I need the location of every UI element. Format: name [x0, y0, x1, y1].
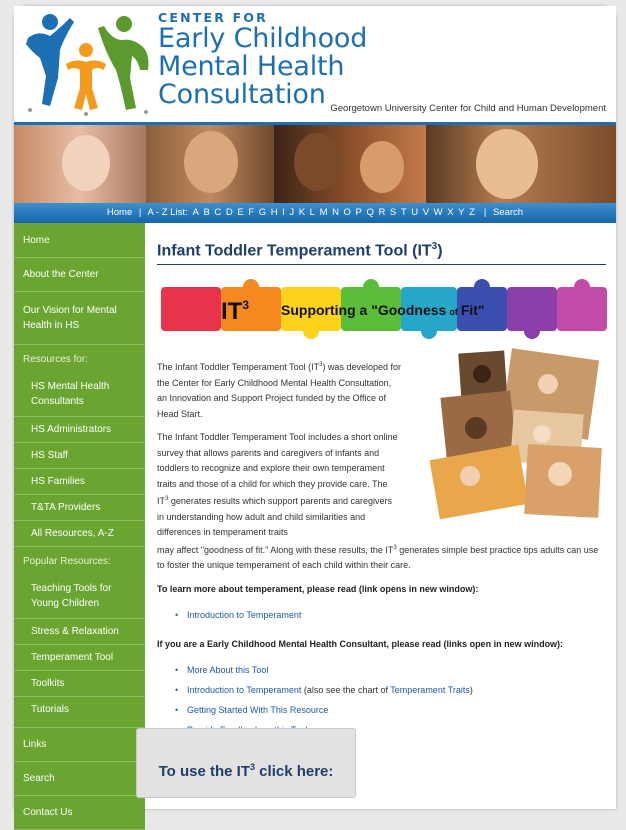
intro-paragraph-3: may affect "goodness of fit." Along with these results, the $IT^3$ generates simple best practice tips adults can use to foster the unique temperament of each child within their care.: [157, 544, 599, 571]
use-it3-button[interactable]: [136, 728, 356, 798]
sidebar-item-contact[interactable]: Contact Us: [14, 796, 145, 830]
sidebar-item-hs-families[interactable]: HS Families: [14, 469, 145, 495]
nav-letter-p[interactable]: P: [355, 207, 362, 218]
consultant-heading: If you are a Early Childhood Mental Health Consultant, please read (links open in new window):: [157, 638, 564, 649]
nav-letter-q[interactable]: Q: [366, 207, 374, 218]
header-subtitle: Georgetown University Center for Child and Human Development: [330, 103, 606, 114]
nav-letter-c[interactable]: C: [214, 207, 222, 218]
main-content: [145, 223, 616, 830]
sidebar-item-search[interactable]: Search: [14, 762, 145, 796]
list-item: [187, 660, 606, 680]
list-item: [187, 680, 606, 700]
list-item: [187, 700, 606, 720]
nav-letter-o[interactable]: O: [343, 207, 351, 218]
nav-letter-x[interactable]: X: [447, 207, 454, 218]
sidebar-item-tutorials[interactable]: Tutorials: [14, 697, 145, 728]
nav-letter-n[interactable]: N: [332, 207, 339, 218]
list-item: [187, 605, 606, 625]
use-it3-label: To use the $IT^3$ click here:: [158, 762, 334, 780]
nav-letter-s[interactable]: S: [389, 207, 397, 218]
nav-letter-l[interactable]: L: [309, 207, 315, 218]
photo-collage: [430, 350, 602, 520]
mother-child-photo: [274, 125, 426, 203]
nav-letters: [190, 207, 477, 218]
nav-letter-j[interactable]: J: [289, 207, 295, 218]
photo-banner: [14, 125, 616, 203]
more-about-tool-link[interactable]: More About this Tool: [187, 664, 269, 675]
getting-started-link[interactable]: Getting Started With This Resource: [187, 704, 329, 715]
nav-letter-g[interactable]: G: [258, 207, 267, 218]
sidebar-heading-popular: Popular Resources:: [23, 556, 111, 567]
nav-letter-v[interactable]: V: [422, 207, 430, 218]
page-title: Infant Toddler Temperament Tool $(IT^3)$: [157, 241, 606, 265]
nav-letter-w[interactable]: W: [433, 207, 443, 218]
puzzle-banner: [159, 279, 609, 339]
nav-letter-f[interactable]: F: [248, 207, 255, 218]
top-nav: [14, 203, 616, 223]
nav-letter-e[interactable]: E: [237, 207, 244, 218]
banner-tagline: Supporting a "Goodness of Fit": [281, 302, 485, 319]
nav-home-link[interactable]: Home: [106, 207, 133, 218]
site-header: [14, 6, 616, 122]
sidebar-item-vision[interactable]: Our Vision for Mental Health in HS: [14, 292, 145, 345]
chart-note-end: ): [469, 684, 473, 695]
nav-search-link[interactable]: Search: [492, 207, 524, 218]
logo-figures-icon: [20, 8, 156, 118]
nav-az-label: A - Z List:: [147, 207, 188, 218]
toddler-photo: [426, 125, 616, 203]
nav-letter-z[interactable]: Z: [469, 207, 475, 218]
banner-it-text: $IT^3$: [221, 298, 250, 326]
sidebar-item-about[interactable]: About the Center: [14, 258, 145, 292]
sidebar-heading-resources: Resources for:: [23, 354, 89, 365]
sidebar-item-stress[interactable]: Stress & Relaxation: [14, 619, 145, 645]
nav-letter-t[interactable]: T: [400, 207, 407, 218]
logo-line-3: Consultation: [158, 79, 326, 110]
sidebar-item-temperament-tool[interactable]: Temperament Tool: [14, 645, 145, 671]
nav-separator: |: [138, 207, 142, 218]
sidebar-item-toolkits[interactable]: Toolkits: [14, 671, 145, 697]
sidebar: [14, 223, 145, 830]
logo-line-1: Early Childhood: [158, 23, 368, 54]
intro-section: [157, 358, 606, 574]
nav-letter-r[interactable]: R: [378, 207, 386, 218]
intro-temperament-link-2[interactable]: Introduction to Temperament: [187, 684, 302, 695]
nav-letter-u[interactable]: U: [411, 207, 419, 218]
intro-temperament-link[interactable]: Introduction to Temperament: [187, 609, 302, 620]
nav-letter-d[interactable]: D: [225, 207, 233, 218]
sidebar-item-hs-mhc[interactable]: HS Mental Health Consultants: [14, 372, 145, 417]
nav-letter-k[interactable]: K: [298, 207, 306, 218]
sidebar-item-hs-staff[interactable]: HS Staff: [14, 443, 145, 469]
intro-paragraph-2: The Infant Toddler Temperament Tool includes a short online survey that allows parents and caregivers of infants and toddlers to recognize and explore their own temperament traits and those of a child for which they provide care. The $IT^3$ generates results which support parents and caregivers in understanding how adult and child similarities and differences in temperament traits: [157, 432, 398, 538]
nav-letter-y[interactable]: Y: [458, 207, 465, 218]
page: [14, 6, 616, 818]
nav-separator: |: [483, 207, 487, 218]
sidebar-item-all-resources[interactable]: All Resources, A-Z: [14, 521, 145, 547]
nav-letter-m[interactable]: M: [319, 207, 328, 218]
learn-more-list: [187, 605, 606, 625]
logo-small-text: CENTER FOR: [158, 10, 269, 25]
temperament-traits-link[interactable]: Temperament Traits: [390, 684, 470, 695]
sidebar-item-teaching-tools[interactable]: Teaching Tools for Young Children: [14, 574, 145, 619]
sidebar-item-home[interactable]: Home: [14, 223, 145, 258]
chart-note-text: (also see the chart of: [301, 684, 391, 695]
sidebar-item-links[interactable]: Links: [14, 728, 145, 762]
nav-letter-h[interactable]: H: [270, 207, 278, 218]
sidebar-item-tta[interactable]: T&TA Providers: [14, 495, 145, 521]
nav-letter-a[interactable]: A: [192, 207, 199, 218]
nav-letter-i[interactable]: I: [282, 207, 285, 218]
learn-more-heading: To learn more about temperament, please read (link opens in new window):: [157, 583, 479, 594]
sidebar-item-hs-admin[interactable]: HS Administrators: [14, 417, 145, 443]
nav-letter-b[interactable]: B: [203, 207, 210, 218]
baby-photo: [14, 125, 146, 203]
logo-line-2: Mental Health: [158, 51, 345, 82]
logo-wordmark[interactable]: [158, 10, 367, 109]
boy-photo: [146, 125, 274, 203]
intro-paragraph-1: The Infant Toddler Temperament Tool $(IT^3)$ was developed for the Center for Early Childhood Mental Health Consultation, an Innovation and Support Project funded by the Office of Head Start.: [157, 362, 401, 419]
